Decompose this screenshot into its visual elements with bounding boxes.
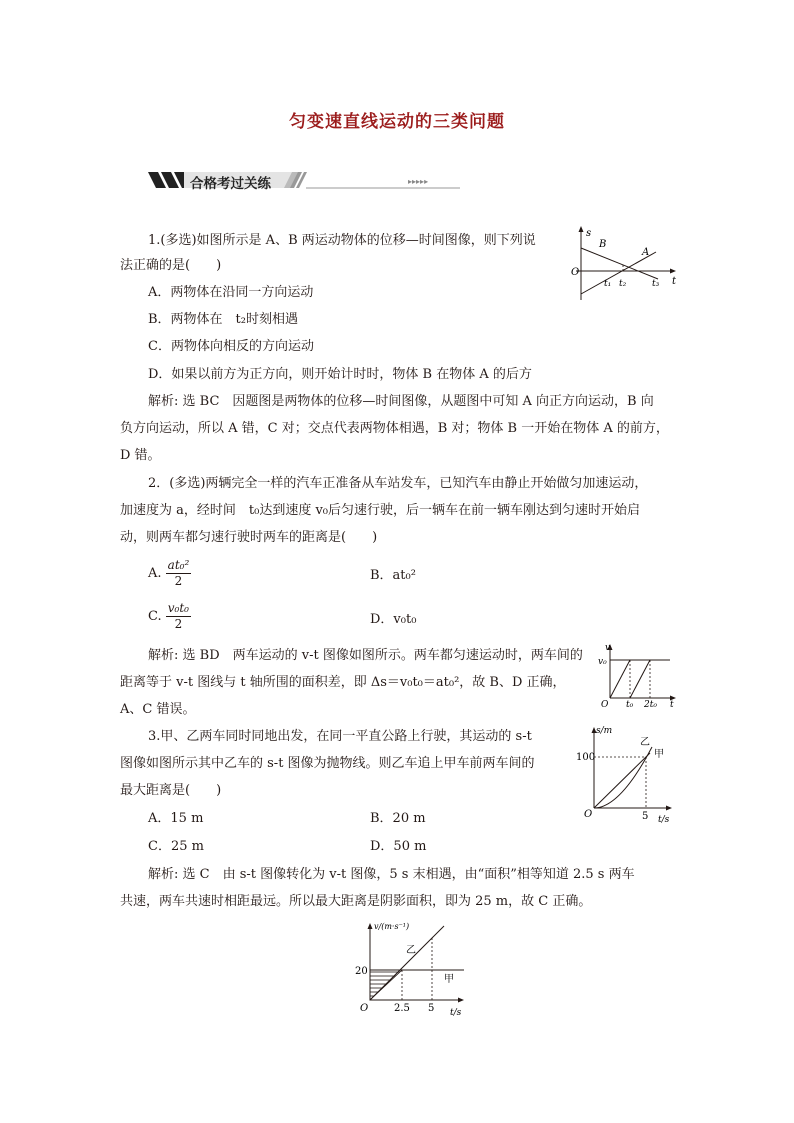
q2-solution-line1: 解析: 选 BD 两车运动的 v-t 图像如图所示。两车都匀速运动时，两车间的	[148, 648, 583, 663]
q1-solution-line3: D 错。	[120, 448, 161, 463]
q2-vt-figure	[596, 640, 680, 710]
fig3-yi-label: 乙	[640, 737, 650, 748]
fig1-t3-label: t₃	[652, 279, 660, 289]
fig3-origin: O	[584, 809, 593, 820]
q2-option-c-numerator: v₀t₀	[167, 601, 189, 615]
q2-option-b: B．at₀²	[370, 568, 416, 583]
q2-option-c-prefix: C.	[148, 609, 162, 624]
q3-solution-line1: 解析: 选 C 由 s-t 图像转化为 v-t 图像，5 s 末相遇，由“面积”相等知道 2.5 s 两车	[148, 867, 635, 882]
fig2-v0-label: v₀	[598, 657, 607, 667]
q2-option-a-denominator: 2	[174, 574, 183, 588]
fig2-t-label: t	[670, 700, 674, 710]
q1-stem-line1: 1.(多选)如图所示是 A、B 两运动物体的位移—时间图像，则下列说	[148, 233, 536, 248]
q3-option-a: A．15 m	[148, 811, 204, 826]
q3-solution-line2: 共速，两车共速时相距最远。所以最大距离是阴影面积，即为 25 m，故 C 正确。	[120, 894, 592, 909]
q1-st-figure	[568, 224, 680, 302]
q2-solution-line2: 距离等于 v-t 图线与 t 轴所围的面积差，即 Δs＝v₀t₀＝at₀²，故 B、D 正确，	[120, 675, 566, 690]
fig3-jia-label: 甲	[654, 749, 664, 760]
q3-stem-line3: 最大距离是( )	[120, 783, 222, 798]
fig2-origin: O	[601, 700, 609, 710]
q3-stem-line2: 图像如图所示其中乙车的 s-t 图像为抛物线。则乙车追上甲车前两车间的	[120, 756, 535, 771]
fig3-xlabel: t/s	[658, 815, 670, 824]
line-jia	[594, 753, 650, 808]
q1-stem-line2: 法正确的是( )	[120, 258, 222, 273]
q1-option-c: C．两物体向相反的方向运动	[148, 339, 314, 354]
q3-vt-figure	[348, 918, 472, 1018]
fig2-t0-label: t₀	[626, 700, 634, 710]
q2-option-a	[148, 558, 191, 589]
q3-option-c: C．25 m	[148, 839, 204, 854]
banner-stripes-icon	[148, 172, 184, 188]
q2-option-a-fraction	[166, 558, 192, 589]
q1-option-b: B．两物体在 t₂时刻相遇	[148, 312, 298, 327]
fig1-a-label: A	[642, 247, 650, 258]
fig4-jia-label: 甲	[444, 974, 454, 985]
fig2-v-label: v	[605, 643, 611, 653]
fig3-x5: 5	[642, 811, 649, 822]
fig4-yi-label: 乙	[406, 945, 416, 956]
q3-st-figure	[576, 722, 676, 824]
banner-arrows: ▸▸▸▸▸	[408, 177, 429, 186]
q1-option-a: A．两物体在沿同一方向运动	[148, 285, 314, 300]
q1-solution-line1: 解析: 选 BC 因题图是两物体的位移—时间图像，从题图中可知 A 向正方向运动，B 向	[148, 394, 654, 409]
q3-stem-line1: 3.甲、乙两车同时同地出发，在同一平直公路上行驶，其运动的 s-t	[148, 729, 532, 744]
q2-option-a-prefix: A.	[148, 566, 162, 581]
q2-option-c-denominator: 2	[174, 617, 183, 631]
fig4-x5: 5	[428, 1003, 435, 1014]
section-label: 合格考过关练	[190, 176, 271, 192]
q2-solution-line3: A、C 错误。	[120, 702, 196, 717]
q2-option-d: D．v₀t₀	[370, 612, 417, 627]
fig4-xlabel: t/s	[450, 1008, 462, 1018]
q2-stem-line1: 2．(多选)两辆完全一样的汽车正准备从车站发车，已知汽车由静止开始做匀加速运动，	[148, 476, 648, 491]
q1-option-d: D．如果以前方为正方向，则开始计时时，物体 B 在物体 A 的后方	[148, 367, 532, 382]
q2-stem-line3: 动，则两车都匀速行驶时两车的距离是( )	[120, 530, 378, 545]
q2-stem-line2: 加速度为 a，经时间 t₀达到速度 v₀后匀速行驶，后一辆车在前一辆车刚达到匀速时开始启	[120, 503, 641, 518]
fig1-t1-label: t₁	[604, 279, 612, 289]
fig2-2t0-label: 2t₀	[644, 700, 657, 710]
fig1-origin: O	[571, 267, 580, 278]
fig4-ylabel: v/(m·s⁻¹)	[374, 922, 410, 931]
q2-option-a-numerator: at₀²	[167, 558, 190, 572]
q3-option-b: B．20 m	[370, 811, 426, 826]
fig1-b-label: B	[599, 239, 607, 250]
fig3-y100: 100	[576, 752, 596, 763]
fig4-x25: 2.5	[394, 1003, 410, 1014]
q2-option-c-fraction	[166, 601, 191, 632]
fig1-s-label: s	[586, 228, 592, 239]
fig1-t2-label: t₂	[619, 279, 627, 289]
page-title: 匀变速直线运动的三类问题	[289, 112, 505, 132]
q2-option-c	[148, 601, 191, 632]
q1-solution-line2: 负方向运动，所以 A 错，C 对；交点代表两物体相遇，B 对；物体 B 一开始在物体 A 的前方，	[120, 421, 669, 436]
line-yi-v	[370, 926, 444, 1000]
fig4-origin: O	[360, 1003, 369, 1014]
fig4-y20: 20	[355, 966, 368, 977]
fig1-t-label: t	[672, 276, 677, 287]
fig3-ylabel: s/m	[596, 726, 613, 736]
q3-option-d: D．50 m	[370, 839, 427, 854]
